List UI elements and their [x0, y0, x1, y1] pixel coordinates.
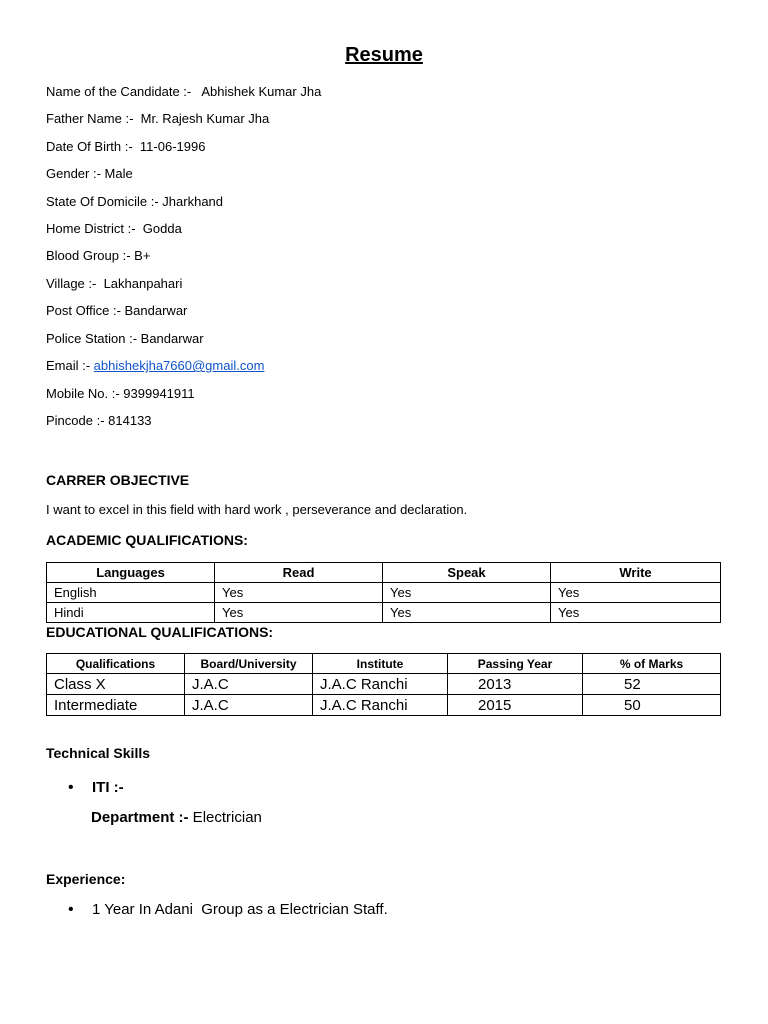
table-header-row	[47, 563, 721, 583]
educational-table	[46, 653, 721, 716]
blood-group: Blood Group :- B+	[46, 248, 151, 263]
date-of-birth: Date Of Birth :- 11-06-1996	[46, 139, 206, 154]
column-header: Board/University	[185, 654, 313, 674]
table-cell: 50	[583, 695, 721, 716]
email-label: Email :-	[46, 358, 94, 373]
academic-qualifications-heading: ACADEMIC QUALIFICATIONS:	[46, 532, 248, 548]
table-row	[47, 695, 721, 716]
bullet-icon: •	[68, 779, 74, 796]
table-cell: 2015	[448, 695, 583, 716]
table-cell: 52	[583, 674, 721, 695]
table-cell: J.A.C Ranchi	[313, 674, 448, 695]
column-header: Read	[215, 563, 383, 583]
table-cell: J.A.C Ranchi	[313, 695, 448, 716]
table-cell: Yes	[383, 583, 551, 603]
table-cell: Yes	[215, 583, 383, 603]
bullet-icon: •	[68, 901, 74, 918]
experience-heading: Experience:	[46, 871, 126, 887]
experience-item: 1 Year In Adani Group as a Electrician Staff.	[92, 901, 388, 918]
table-cell: 2013	[448, 674, 583, 695]
table-row	[47, 583, 721, 603]
column-header: Write	[551, 563, 721, 583]
column-header: Institute	[313, 654, 448, 674]
table-cell: Yes	[551, 603, 721, 623]
technical-skills-heading: Technical Skills	[46, 745, 151, 761]
resume-title: Resume	[345, 44, 423, 66]
table-cell: Yes	[215, 603, 383, 623]
table-cell: J.A.C	[185, 674, 313, 695]
column-header: Passing Year	[448, 654, 583, 674]
table-cell: Class X	[47, 674, 185, 695]
department-label: Department :-	[91, 809, 189, 826]
home-district: Home District :- Godda	[46, 221, 182, 236]
village: Village :- Lakhanpahari	[46, 276, 183, 291]
candidate-name: Name of the Candidate :- Abhishek Kumar Jha	[46, 84, 322, 99]
department-value: Electrician	[188, 809, 262, 826]
department-row	[91, 809, 262, 826]
table-cell: Intermediate	[47, 695, 185, 716]
post-office: Post Office :- Bandarwar	[46, 303, 188, 318]
table-cell: Yes	[383, 603, 551, 623]
table-cell: Yes	[551, 583, 721, 603]
table-header-row	[47, 654, 721, 674]
table-cell: English	[47, 583, 215, 603]
state-of-domicile: State Of Domicile :- Jharkhand	[46, 194, 224, 209]
pincode: Pincode :- 814133	[46, 413, 152, 428]
career-objective-heading: CARRER OBJECTIVE	[46, 472, 190, 488]
police-station: Police Station :- Bandarwar	[46, 331, 204, 346]
gender: Gender :- Male	[46, 166, 133, 181]
email-link[interactable]: abhishekjha7660@gmail.com	[93, 358, 265, 373]
column-header: Languages	[47, 563, 215, 583]
email-row	[46, 358, 264, 374]
mobile-number: Mobile No. :- 9399941911	[46, 386, 195, 401]
table-cell: J.A.C	[185, 695, 313, 716]
table-row	[47, 674, 721, 695]
column-header: Speak	[383, 563, 551, 583]
career-objective-text: I want to excel in this field with hard work , perseverance and declaration.	[46, 502, 468, 517]
column-header: Qualifications	[47, 654, 185, 674]
iti-label: ITI :-	[92, 779, 124, 796]
academic-table	[46, 562, 721, 623]
educational-qualifications-heading: EDUCATIONAL QUALIFICATIONS:	[46, 624, 274, 640]
column-header: % of Marks	[583, 654, 721, 674]
table-cell: Hindi	[47, 603, 215, 623]
father-name: Father Name :- Mr. Rajesh Kumar Jha	[46, 111, 270, 126]
table-row	[47, 603, 721, 623]
